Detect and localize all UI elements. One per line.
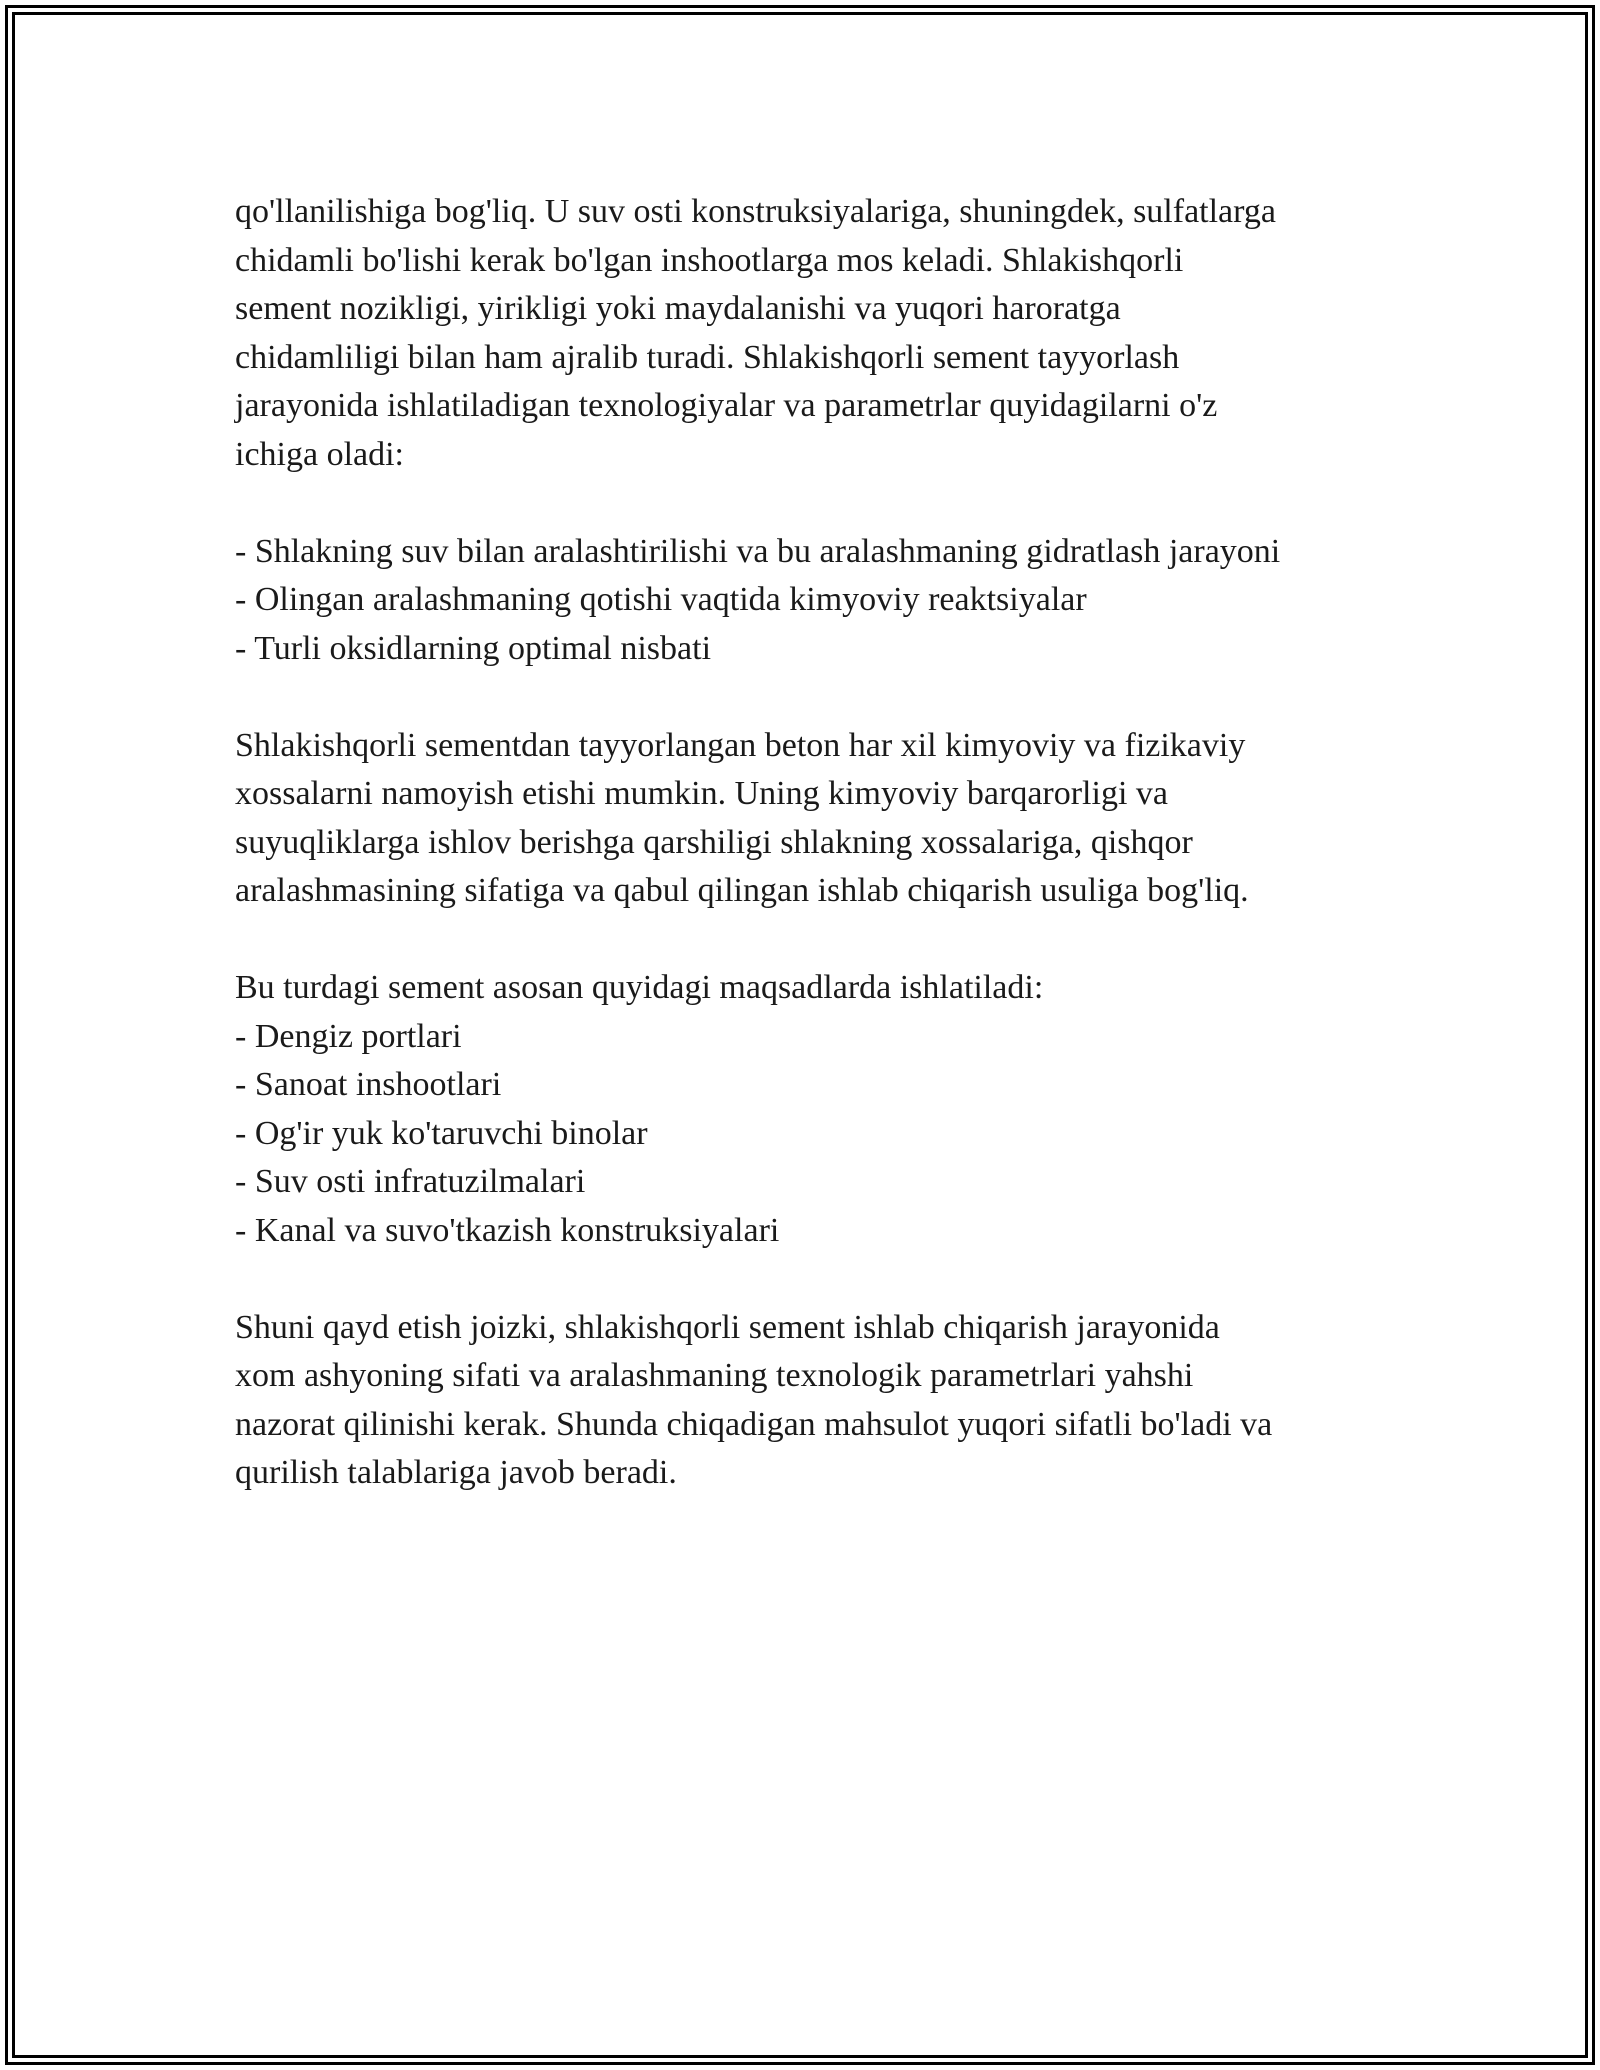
document-body [235, 188, 1385, 1546]
list-item: - Turli oksidlarning optimal nisbati [235, 629, 712, 667]
text-line: sement nozikligi, yirikligi yoki maydalanishi va yuqori haroratga [235, 290, 1121, 327]
text-line: qo'llanilishiga bog'liq. U suv osti konstruksiyalariga, shuningdek, sulfatlarga [235, 193, 1276, 230]
text-line: chidamli bo'lishi kerak bo'lgan inshootlarga mos keladi. Shlakishqorli [235, 241, 1184, 279]
process-list [235, 528, 1385, 674]
list-item: - Kanal va suvo'tkazish konstruksiyalari [235, 1211, 780, 1249]
text-line: Shlakishqorli sementdan tayyorlangan beton har xil kimyoviy va fizikaviy [235, 726, 1246, 764]
usage-list [235, 964, 1385, 1255]
paragraph-conclusion [235, 1304, 1385, 1498]
text-line: xossalarni namoyish etishi mumkin. Uning kimyoviy barqarorligi va [235, 775, 1168, 812]
list-item: - Dengiz portlari [235, 1017, 462, 1055]
text-line: Shuni qayd etish joizki, shlakishqorli sement ishlab chiqarish jarayonida [235, 1308, 1220, 1346]
list-item: - Shlakning suv bilan aralashtirilishi va bu aralashmaning gidratlash jarayoni [235, 532, 1281, 570]
text-line: jarayonida ishlatiladigan texnologiyalar va parametrlar quyidagilarni o'z [235, 387, 1218, 424]
list-item: - Suv osti infratuzilmalari [235, 1163, 586, 1200]
list-item: - Olingan aralashmaning qotishi vaqtida kimyoviy reaktsiyalar [235, 581, 1087, 618]
text-line: qurilish talablariga javob beradi. [235, 1454, 677, 1491]
paragraph-intro [235, 188, 1385, 479]
list-intro: Bu turdagi sement asosan quyidagi maqsadlarda ishlatiladi: [235, 969, 1044, 1006]
text-line: suyuqliklarga ishlov berishga qarshiligi shlakning xossalariga, qishqor [235, 823, 1193, 861]
text-line: aralashmasining sifatiga va qabul qilingan ishlab chiqarish usuliga bog'liq. [235, 872, 1249, 909]
text-line: chidamliligi bilan ham ajralib turadi. Shlakishqorli sement tayyorlash [235, 338, 1180, 376]
paragraph-properties [235, 722, 1385, 916]
list-item: - Og'ir yuk ko'taruvchi binolar [235, 1114, 648, 1152]
text-line: ichiga oladi: [235, 435, 405, 473]
list-item: - Sanoat inshootlari [235, 1066, 502, 1103]
text-line: xom ashyoning sifati va aralashmaning texnologik parametrlari yahshi [235, 1357, 1194, 1394]
text-line: nazorat qilinishi kerak. Shunda chiqadigan mahsulot yuqori sifatli bo'ladi va [235, 1405, 1273, 1443]
